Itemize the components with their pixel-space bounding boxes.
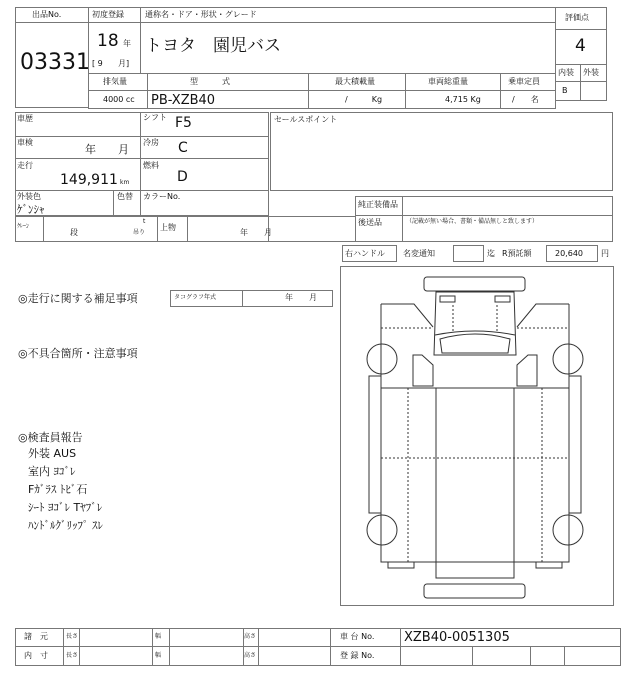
shift-label: シフト — [143, 113, 167, 122]
color: ｹﾞﾝｼｬ — [17, 203, 45, 216]
inspector-line: 室内 ﾖｺﾞﾚ — [28, 465, 76, 478]
length-label: 長さ — [66, 652, 79, 659]
shift: F5 — [175, 115, 192, 131]
chassis-no: XZB40-0051305 — [404, 630, 510, 645]
mileage-label: 走行 — [17, 161, 33, 170]
lot-number: 03331 — [20, 50, 90, 75]
month-unit: 月] — [118, 59, 130, 68]
recycle-label: R預託額 — [502, 249, 532, 258]
crane-label: ｸﾚｰﾝ — [17, 223, 30, 230]
score: 4 — [575, 36, 586, 56]
tacho-label: タコグラフ年式 — [174, 294, 217, 301]
chassis-label: 車 台 No. — [340, 632, 375, 641]
inspection-label: 車検 — [17, 138, 33, 147]
color-label: 外装色 — [17, 192, 41, 201]
inspector-line: ｼｰﾄ ﾖｺﾞﾚ Tﾔﾌﾞﾚ — [28, 501, 103, 514]
mirrors — [413, 355, 537, 386]
color-no-label: カラーNo. — [143, 192, 181, 201]
sales-point-label: セールスポイント — [274, 115, 338, 124]
name-label: 通称名・ドア・形状・グレード — [145, 10, 257, 19]
first-reg-label: 初度登録 — [92, 10, 124, 19]
lot-label: 出品No. — [32, 10, 62, 19]
later-items-label: 後送品 — [358, 218, 382, 227]
yen-label: 円 — [601, 249, 609, 258]
crane-t: t — [143, 218, 146, 225]
interior-label: 内装 — [558, 68, 574, 77]
wheel-rear-right — [553, 515, 583, 545]
body-date: 年 月 — [240, 228, 272, 237]
capacity-label: 乗車定員 — [508, 77, 540, 86]
fuel-label: 燃料 — [143, 161, 159, 170]
history-label: 車歴 — [17, 114, 33, 123]
width-label: 幅 — [155, 652, 162, 659]
cab — [434, 292, 516, 355]
driving-label: ◎走行に関する補足事項 — [18, 292, 138, 305]
mileage-unit: km — [120, 179, 130, 186]
reg-label: 登 録 No. — [340, 651, 375, 660]
recycle-amount: 20,640 — [555, 249, 583, 258]
until-label: 迄 — [487, 249, 495, 258]
bus-diagram — [340, 265, 614, 605]
col — [530, 646, 565, 666]
gross-weight: 4,715 Kg — [445, 95, 481, 104]
windshield — [440, 334, 510, 353]
height-label: 高さ — [244, 652, 257, 659]
side-step-left — [369, 376, 381, 513]
tacho-value: 年 月 — [285, 293, 317, 302]
color-change-label: 色替 — [117, 192, 133, 201]
mileage: 149,911 — [60, 172, 118, 188]
wheel-front-left — [367, 344, 397, 374]
year-unit: 年 — [123, 39, 131, 48]
inspector-line: Fｶﾞﾗｽ ﾄﾋﾞ石 — [28, 483, 88, 496]
reg-month: [ 9 — [92, 59, 103, 68]
displacement-label: 排気量 — [103, 77, 127, 86]
defects-label: ◎不具合箇所・注意事項 — [18, 347, 138, 360]
capacity: / 名 — [512, 95, 539, 104]
row-inspection — [15, 136, 269, 159]
displacement: 4000 cc — [103, 95, 135, 104]
equipment-label: 純正装備品 — [358, 200, 398, 209]
max-load-label: 最大積載量 — [335, 77, 375, 86]
later-items-note: （記載が無い場合、書類・備品無しと致します） — [406, 218, 539, 225]
wheel-front-right — [553, 344, 583, 374]
ac: C — [178, 140, 188, 156]
crane-hang: 吊り — [133, 229, 146, 236]
ac-label: 冷房 — [143, 138, 159, 147]
name-change-field[interactable] — [453, 245, 484, 262]
score-label: 評価点 — [565, 13, 589, 22]
rear-bumper — [424, 584, 525, 598]
row-color — [15, 190, 269, 216]
model-label: 型 式 — [190, 77, 230, 86]
inspector-line: ﾊﾝﾄﾞﾙｸﾞﾘｯﾌﾟ ｽﾚ — [28, 519, 103, 532]
side-step-right — [569, 376, 581, 513]
model: PB-XZB40 — [151, 93, 216, 108]
inspection-value: 年 月 — [85, 143, 129, 156]
body-lines — [381, 388, 569, 578]
vehicle-name: トヨタ 園児バス — [145, 36, 281, 56]
max-load: / Kg — [345, 95, 383, 104]
right-hand-label: 右ハンドル — [345, 249, 385, 258]
panel-dividers — [381, 305, 569, 562]
inspector-label: ◎検査員報告 — [18, 431, 83, 444]
fuel: D — [177, 169, 188, 185]
name-change-label: 名変通知 — [403, 249, 435, 258]
height-label: 高さ — [244, 633, 257, 640]
wheel-rear-left — [367, 515, 397, 545]
inner-label: 内 寸 — [24, 651, 48, 660]
inspector-line: 外装 AUS — [28, 447, 77, 460]
spec-label: 諸 元 — [24, 632, 48, 641]
col — [472, 646, 531, 666]
front-bumper — [424, 277, 525, 291]
headlight-left — [440, 296, 455, 302]
width-label: 幅 — [155, 633, 162, 640]
reg-year: 18 — [97, 31, 119, 51]
body-label: 上物 — [160, 223, 176, 232]
length-label: 長さ — [66, 633, 79, 640]
gross-weight-label: 車両総重量 — [428, 77, 468, 86]
body-outline — [381, 304, 569, 562]
crane-stage: 段 — [70, 228, 78, 237]
headlight-right — [495, 296, 510, 302]
exterior-label: 外装 — [583, 68, 599, 77]
interior-grade: B — [562, 86, 568, 95]
